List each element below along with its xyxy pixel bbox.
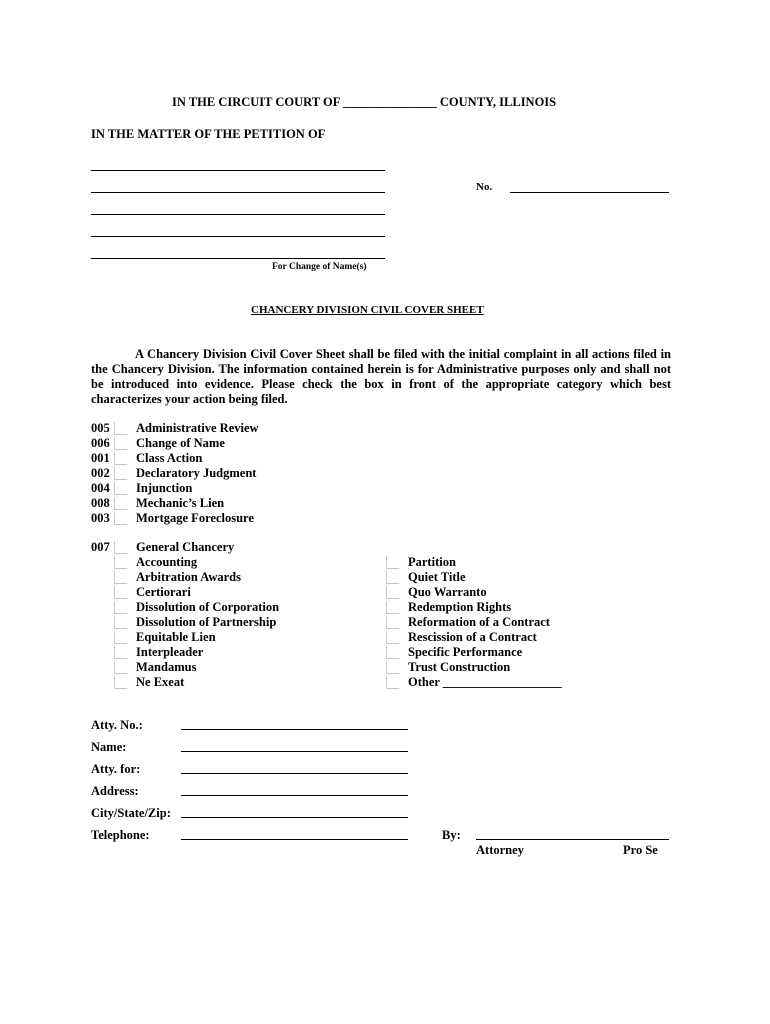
signature-field[interactable] — [476, 839, 669, 840]
category-code: 004 — [91, 481, 110, 495]
category-checkbox[interactable] — [114, 512, 127, 525]
petitioner-line-1[interactable] — [91, 170, 385, 171]
general-chancery-item: Dissolution of Corporation — [136, 600, 280, 614]
general-chancery-item: Quiet Title — [408, 570, 466, 584]
general-chancery-checkbox[interactable] — [114, 616, 127, 629]
general-chancery-checkbox[interactable] — [114, 541, 127, 554]
category-label: Change of Name — [136, 436, 225, 450]
instructions-paragraph: A Chancery Division Civil Cover Sheet shall be filed with the initial complaint in all actions filed in the Chancery Division. The information contained herein is for Administrative purposes only and shall not be introduced into evidence. Please check the box in front of the appropriate category which best characterizes your action being filed. — [91, 347, 671, 406]
petitioner-line-2[interactable] — [91, 192, 385, 193]
category-code: 006 — [91, 436, 110, 450]
general-chancery-checkbox[interactable] — [386, 646, 399, 659]
petitioner-line-4[interactable] — [91, 236, 385, 237]
category-checkbox[interactable] — [114, 437, 127, 450]
pro-se-label: Pro Se — [623, 843, 658, 857]
general-chancery-item: Ne Exeat — [136, 675, 185, 689]
general-chancery-checkbox[interactable] — [114, 586, 127, 599]
general-chancery-checkbox[interactable] — [114, 556, 127, 569]
matter-title: IN THE MATTER OF THE PETITION OF — [91, 127, 326, 141]
general-chancery-checkbox[interactable] — [386, 601, 399, 614]
atty-no-field[interactable] — [181, 729, 408, 730]
section-title: CHANCERY DIVISION CIVIL COVER SHEET — [251, 304, 484, 316]
general-chancery-checkbox[interactable] — [114, 631, 127, 644]
general-chancery-item: Mandamus — [136, 660, 197, 674]
general-chancery-item: Rescission of a Contract — [408, 630, 537, 644]
category-checkbox[interactable] — [114, 467, 127, 480]
general-chancery-item: Partition — [408, 555, 456, 569]
category-label: Mechanic’s Lien — [136, 496, 225, 510]
city-state-zip-label: City/State/Zip: — [91, 806, 171, 820]
case-no-label: No. — [476, 181, 493, 193]
category-code: 002 — [91, 466, 110, 480]
atty-for-field[interactable] — [181, 773, 408, 774]
general-chancery-checkbox[interactable] — [386, 616, 399, 629]
category-label: Declaratory Judgment — [136, 466, 257, 480]
by-label: By: — [442, 828, 461, 842]
general-chancery-checkbox[interactable] — [386, 631, 399, 644]
general-chancery-checkbox[interactable] — [386, 586, 399, 599]
attorney-label: Attorney — [476, 843, 524, 857]
general-chancery-item: Arbitration Awards — [136, 570, 241, 584]
general-chancery-item: Interpleader — [136, 645, 204, 659]
atty-for-label: Atty. for: — [91, 762, 141, 776]
general-chancery-checkbox[interactable] — [114, 646, 127, 659]
general-chancery-item: Reformation of a Contract — [408, 615, 550, 629]
category-code: 001 — [91, 451, 110, 465]
name-field[interactable] — [181, 751, 408, 752]
general-chancery-item: Dissolution of Partnership — [136, 615, 277, 629]
general-chancery-item: Equitable Lien — [136, 630, 216, 644]
category-label: Mortgage Foreclosure — [136, 511, 254, 525]
general-chancery-checkbox[interactable] — [386, 661, 399, 674]
petitioner-line-5[interactable] — [91, 258, 385, 259]
general-chancery-checkbox[interactable] — [386, 571, 399, 584]
general-chancery-checkbox[interactable] — [114, 571, 127, 584]
general-chancery-checkbox[interactable] — [114, 661, 127, 674]
atty-no-label: Atty. No.: — [91, 718, 143, 732]
category-checkbox[interactable] — [114, 497, 127, 510]
address-label: Address: — [91, 784, 139, 798]
category-label: Class Action — [136, 451, 203, 465]
category-code: 005 — [91, 421, 110, 435]
name-label: Name: — [91, 740, 127, 754]
general-chancery-item: Quo Warranto — [408, 585, 487, 599]
category-checkbox[interactable] — [114, 452, 127, 465]
case-no-field[interactable] — [510, 192, 669, 193]
general-chancery-item: Certiorari — [136, 585, 191, 599]
category-code: 003 — [91, 511, 110, 525]
category-checkbox[interactable] — [114, 422, 127, 435]
general-chancery-item: Accounting — [136, 555, 198, 569]
category-code: 008 — [91, 496, 110, 510]
telephone-label: Telephone: — [91, 828, 150, 842]
petitioner-line-3[interactable] — [91, 214, 385, 215]
general-chancery-item: Redemption Rights — [408, 600, 512, 614]
address-field[interactable] — [181, 795, 408, 796]
category-checkbox[interactable] — [114, 482, 127, 495]
general-chancery-item: Specific Performance — [408, 645, 523, 659]
category-label: Administrative Review — [136, 421, 259, 435]
general-chancery-item: Trust Construction — [408, 660, 511, 674]
general-chancery-checkbox[interactable] — [114, 601, 127, 614]
general-chancery-checkbox[interactable] — [114, 676, 127, 689]
telephone-field[interactable] — [181, 839, 408, 840]
court-title: IN THE CIRCUIT COURT OF _______________ COUNTY, ILLINOIS — [172, 95, 557, 109]
change-of-names-caption: For Change of Name(s) — [272, 262, 367, 272]
general-chancery-checkbox[interactable] — [386, 556, 399, 569]
city-state-zip-field[interactable] — [181, 817, 408, 818]
general-chancery-code: 007 — [91, 540, 110, 554]
general-chancery-label: General Chancery — [136, 540, 235, 554]
general-chancery-item: Other ___________________ — [408, 675, 562, 689]
category-label: Injunction — [136, 481, 193, 495]
general-chancery-checkbox[interactable] — [386, 676, 399, 689]
